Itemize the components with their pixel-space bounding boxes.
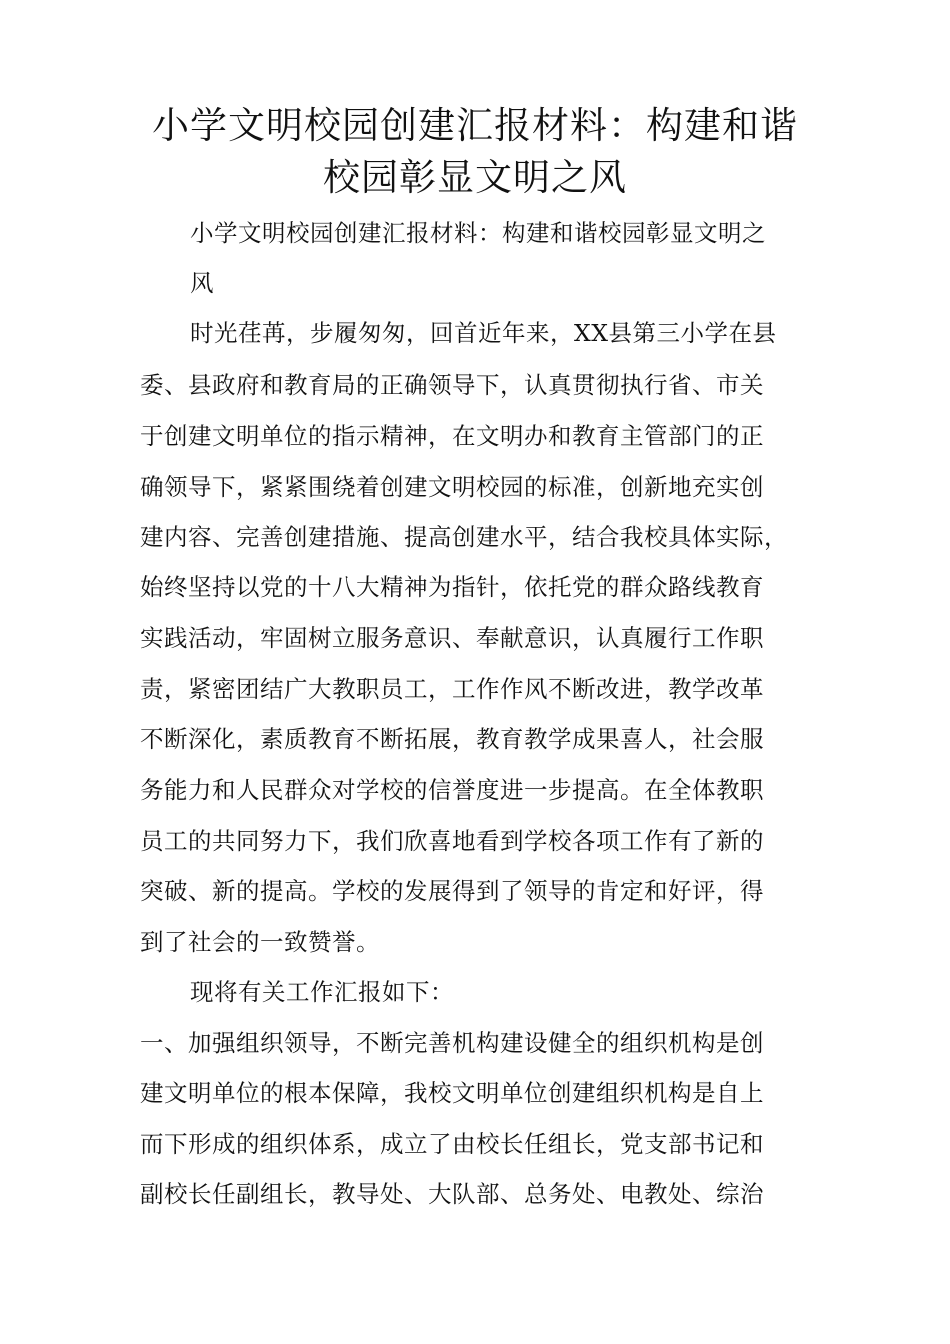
section-1-line-1: 一、加强组织领导，不断完善机构建设健全的组织机构是创: [140, 1029, 764, 1057]
title-line-1: 小学文明校园创建汇报材料：构建和谐: [152, 104, 798, 147]
paragraph-intro-line: 现将有关工作汇报如下：: [190, 978, 454, 1006]
body-line-12: 突破、新的提高。学校的发展得到了领导的肯定和好评，得: [140, 877, 764, 905]
body-line-2: 委、县政府和教育局的正确领导下，认真贯彻执行省、市关: [140, 371, 764, 399]
subtitle-line-2: 风: [190, 269, 214, 297]
body-line-10: 务能力和人民群众对学校的信誉度进一步提高。在全体教职: [140, 776, 764, 804]
body-line-1: 时光荏苒，步履匆匆，回首近年来，XX县第三小学在县: [190, 319, 777, 347]
section-1-line-2: 建文明单位的根本保障，我校文明单位创建组织机构是自上: [140, 1079, 764, 1107]
body-line-6: 始终坚持以党的十八大精神为指针，依托党的群众路线教育: [140, 573, 764, 601]
body-line-5: 建内容、完善创建措施、提高创建水平，结合我校具体实际，: [140, 523, 788, 551]
body-line-9: 不断深化，素质教育不断拓展，教育教学成果喜人，社会服: [140, 725, 764, 753]
section-1-line-4: 副校长任副组长，教导处、大队部、总务处、电教处、综治: [140, 1180, 764, 1208]
section-1-line-3: 而下形成的组织体系，成立了由校长任组长，党支部书记和: [140, 1130, 764, 1158]
body-line-11: 员工的共同努力下，我们欣喜地看到学校各项工作有了新的: [140, 827, 764, 855]
body-line-3: 于创建文明单位的指示精神，在文明办和教育主管部门的正: [140, 422, 764, 450]
body-line-7: 实践活动，牢固树立服务意识、奉献意识，认真履行工作职: [140, 624, 764, 652]
body-line-4: 确领导下，紧紧围绕着创建文明校园的标准，创新地充实创: [140, 473, 764, 501]
title-line-2: 校园彰显文明之风: [323, 156, 627, 199]
body-line-13: 到了社会的一致赞誉。: [140, 928, 380, 956]
body-line-8: 责，紧密团结广大教职员工，工作作风不断改进，教学改革: [140, 675, 764, 703]
document-title: [140, 100, 810, 204]
subtitle-line-1: 小学文明校园创建汇报材料：构建和谐校园彰显文明之: [190, 219, 766, 247]
